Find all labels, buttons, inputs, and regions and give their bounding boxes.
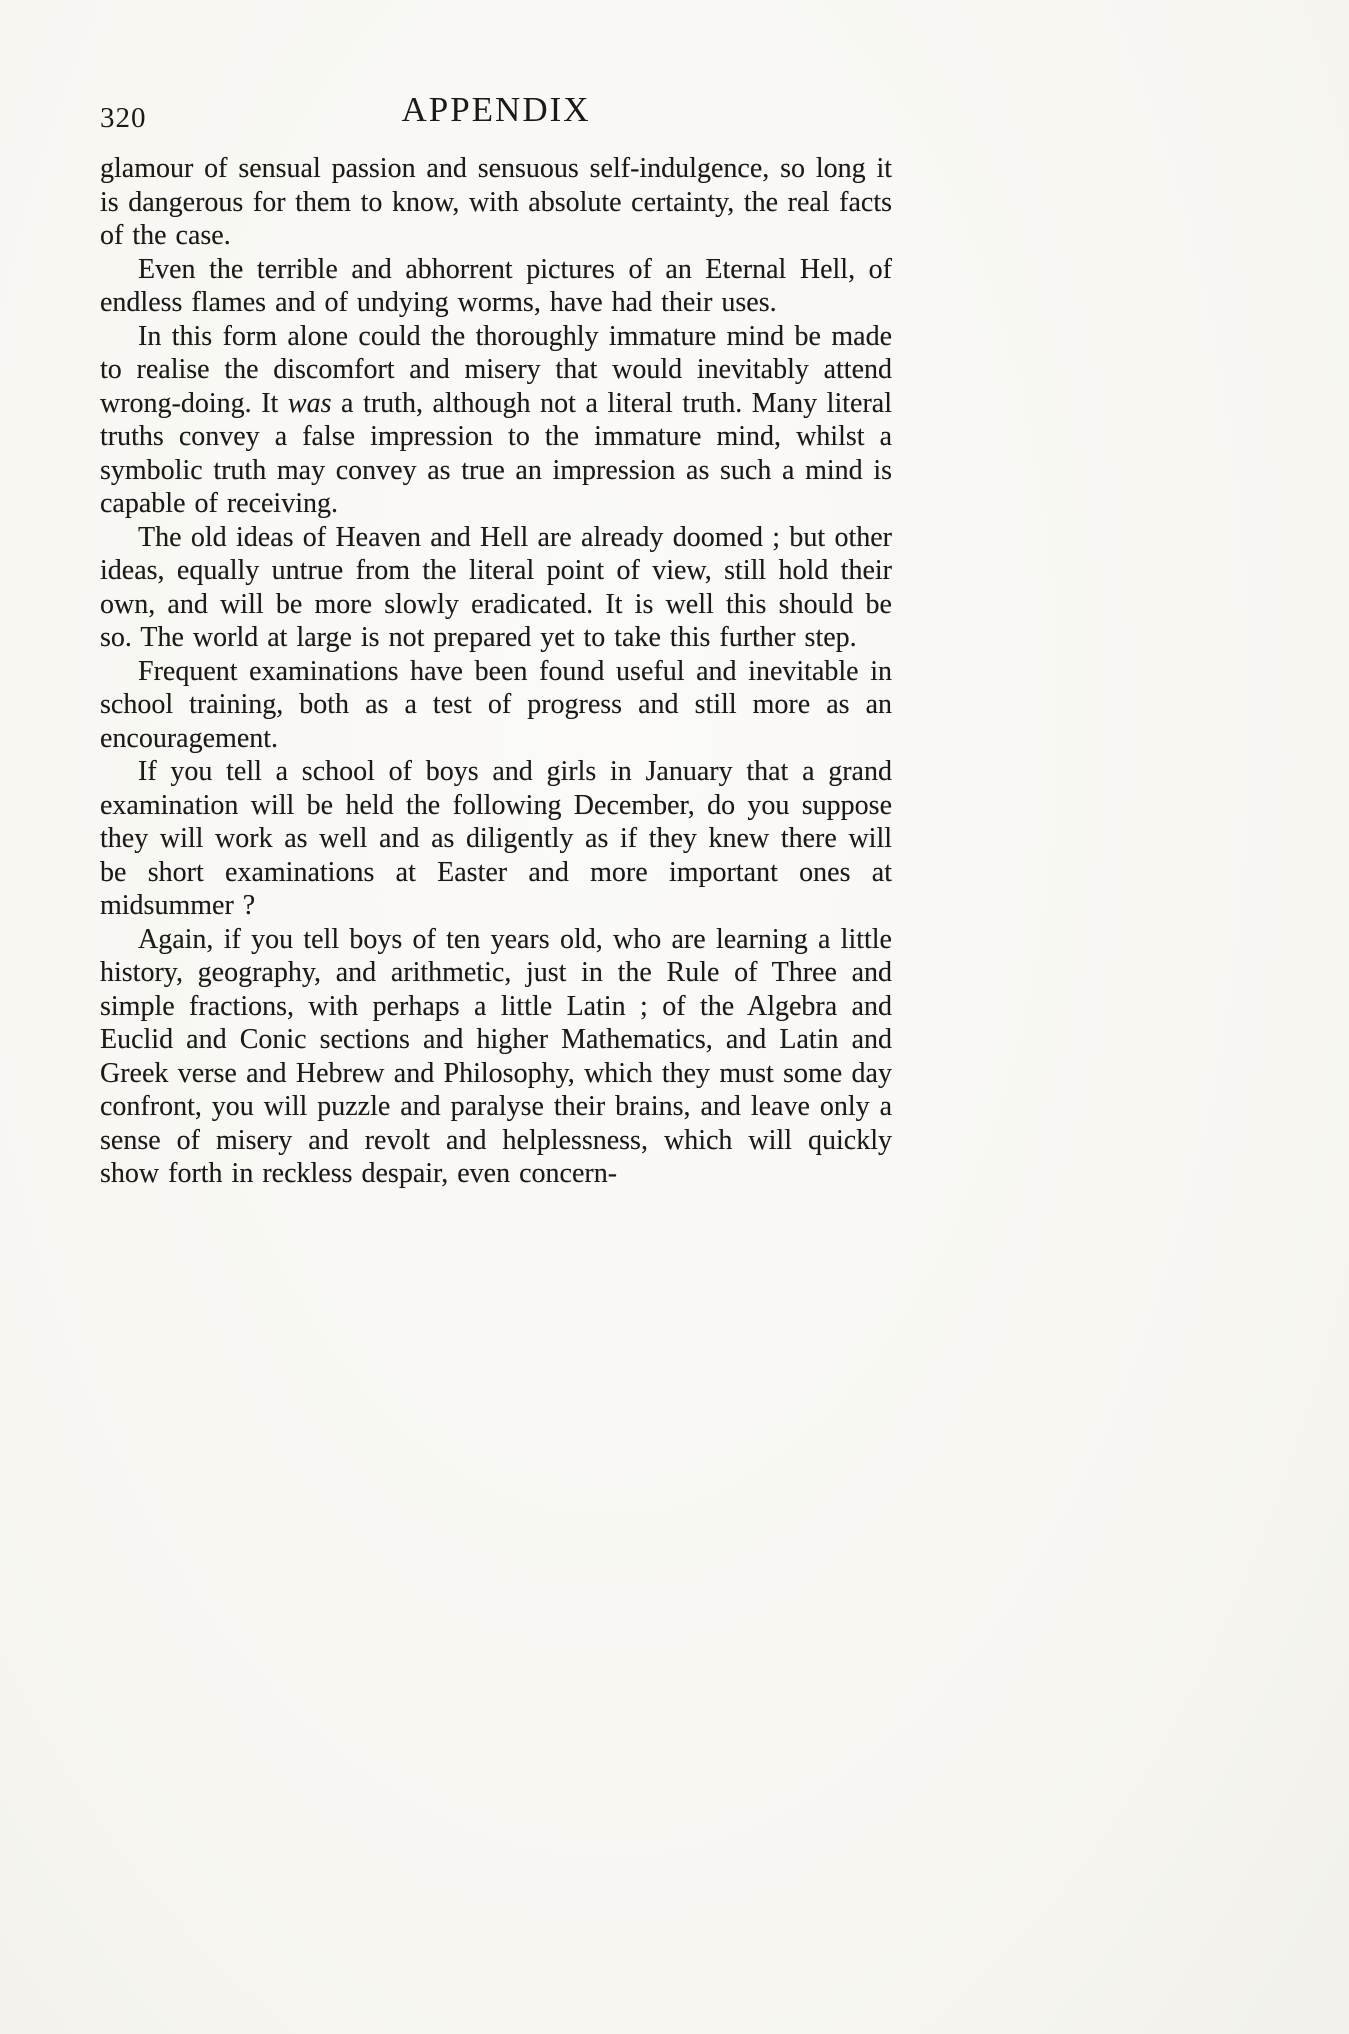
paragraph-text: The old ideas of Heaven and Hell are already doomed ; but other ideas, equally untrue from the literal point of view, still hold their own, and will be more slowly eradicated. It is well this should be so. The world at large is not prepared yet to take this further step. <box>100 521 892 653</box>
paragraph-continuation <box>100 152 892 253</box>
paragraph-text: glamour of sensual passion and sensuous self-indulgence, so long it is dangerous for them to know, with absolute certainty, the real facts of the case. <box>100 153 892 251</box>
paragraph <box>100 755 892 923</box>
paragraph-text: In this form alone could the thoroughly immature mind be made to realise the discomfort and misery that would inevitably attend wrong-doing. It <box>100 320 892 419</box>
running-head-title: APPENDIX <box>401 90 591 129</box>
paragraph-text: Again, if you tell boys of ten years old, who are learning a little history, geography, and arithmetic, just in the Rule of Three and simple fractions, with perhaps a little Latin ; of the Algebra and Euclid and Conic sections and higher Mathematics, and Latin and Greek verse and Hebrew and Philosophy, which they must some day confront, you will puzzle and paralyse their brains, and leave only a sense of misery and revolt and helplessness, which will quickly show forth in reckless despair, even concern- <box>100 923 892 1189</box>
paragraph-text: Even the terrible and abhorrent pictures of an Eternal Hell, of endless flames and of undying worms, have had their uses. <box>100 253 892 318</box>
text-block <box>100 152 892 1191</box>
paragraph <box>100 253 892 320</box>
paragraph <box>100 320 892 521</box>
paragraph <box>100 521 892 655</box>
paragraph <box>100 923 892 1191</box>
text-column <box>100 90 892 1191</box>
paragraph-text-italic: was <box>287 387 332 419</box>
paragraph <box>100 655 892 756</box>
paragraph-text: If you tell a school of boys and girls in January that a grand examination will be held the following December, do you suppose they will work as well and as diligently as if they knew there will be short examinations at Easter and more important ones at midsummer ? <box>100 756 892 921</box>
page-header <box>100 90 892 142</box>
page-number: 320 <box>100 102 147 134</box>
paragraph-text: Frequent examinations have been found useful and inevitable in school training, both as a test of progress and still more as an encouragement. <box>100 655 892 754</box>
paragraph-text: a truth, although not a literal truth. Many literal truths convey a false impression to the immature mind, whilst a symbolic truth may convey as true an impression as such a mind is capable of receiving. <box>100 387 892 519</box>
